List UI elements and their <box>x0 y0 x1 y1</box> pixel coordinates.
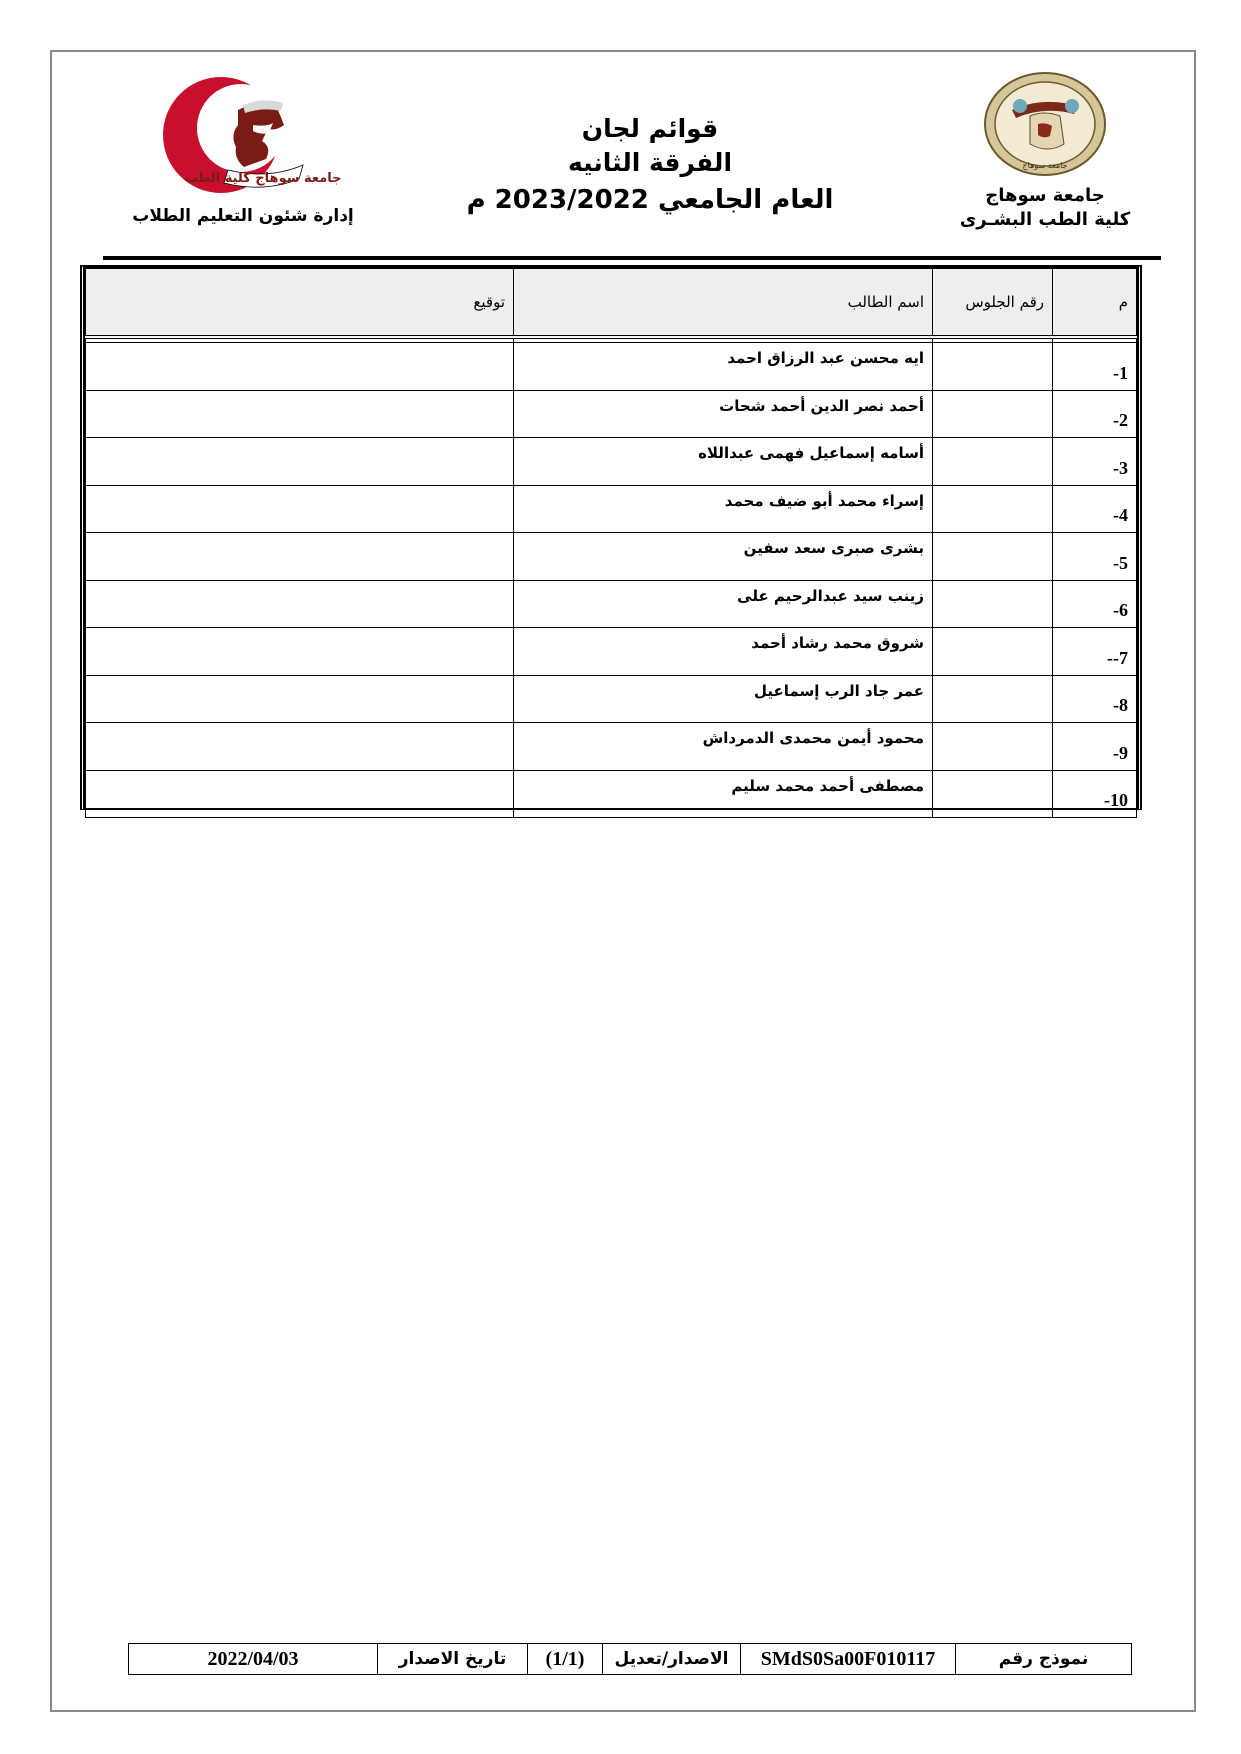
table-row <box>86 533 1137 581</box>
faculty-name: كلية الطب البشـرى <box>959 209 1131 230</box>
row-signature <box>86 770 514 818</box>
row-signature <box>86 723 514 771</box>
row-student-name: زينب سيد عبدالرحيم على <box>514 580 933 628</box>
row-signature <box>86 533 514 581</box>
table-row <box>86 675 1137 723</box>
table-row <box>86 770 1137 818</box>
row-index: 5- <box>1053 533 1137 581</box>
row-seat-number <box>933 628 1053 676</box>
row-index: 3- <box>1053 438 1137 486</box>
issue-date-value: 2022/04/03 <box>207 1647 299 1670</box>
department-name: إدارة شئون التعليم الطلاب <box>132 206 354 226</box>
issue-date-label: تاريخ الاصدار <box>377 1644 527 1674</box>
form-footer <box>128 1643 1132 1675</box>
header-signature: توقيع <box>86 269 514 337</box>
row-signature <box>86 628 514 676</box>
table-header-row <box>86 269 1137 337</box>
table-row <box>86 343 1137 391</box>
header-seat-number: رقم الجلوس <box>933 269 1053 337</box>
sohag-university-seal <box>982 70 1108 178</box>
university-seal-block <box>950 70 1140 250</box>
row-signature <box>86 390 514 438</box>
table-row <box>86 580 1137 628</box>
row-student-name: بشرى صبرى سعد سفين <box>514 533 933 581</box>
row-seat-number <box>933 723 1053 771</box>
row-student-name: إسراء محمد أبو ضيف محمد <box>514 485 933 533</box>
header-divider <box>103 256 1161 260</box>
form-number-label: نموذج رقم <box>955 1644 1131 1674</box>
row-student-name: ايه محسن عبد الرزاق احمد <box>514 343 933 391</box>
row-seat-number <box>933 343 1053 391</box>
row-signature <box>86 675 514 723</box>
row-signature <box>86 580 514 628</box>
row-index: 2- <box>1053 390 1137 438</box>
form-number-value: SMdS0Sa00F010117 <box>740 1644 955 1674</box>
table-row <box>86 628 1137 676</box>
row-student-name: أسامه إسماعيل فهمى عبداللاه <box>514 438 933 486</box>
version-label: الاصدار/تعديل <box>602 1644 740 1674</box>
row-student-name: مصطفى أحمد محمد سليم <box>514 770 933 818</box>
header-student-name: اسم الطالب <box>514 269 933 337</box>
table-row <box>86 390 1137 438</box>
version-value: (1/1) <box>527 1644 602 1674</box>
logo-ribbon-text: جامعة سوهاج كلية الطب <box>184 171 342 186</box>
row-index: 7-- <box>1053 628 1137 676</box>
row-index: 8- <box>1053 675 1137 723</box>
row-signature <box>86 343 514 391</box>
row-index: 1- <box>1053 343 1137 391</box>
students-table-container <box>80 265 1142 810</box>
row-seat-number <box>933 438 1053 486</box>
row-seat-number <box>933 580 1053 628</box>
row-index: 9- <box>1053 723 1137 771</box>
row-student-name: أحمد نصر الدين أحمد شحات <box>514 390 933 438</box>
row-seat-number <box>933 485 1053 533</box>
row-seat-number <box>933 390 1053 438</box>
table-row <box>86 438 1137 486</box>
faculty-of-medicine-logo <box>143 70 342 195</box>
row-seat-number <box>933 533 1053 581</box>
row-student-name: محمود أيمن محمدى الدمرداش <box>514 723 933 771</box>
row-signature <box>86 438 514 486</box>
title-class-year: الفرقة الثانيه <box>567 148 733 177</box>
title-academic-year: العام الجامعي 2023/2022 م <box>466 185 834 215</box>
table-row <box>86 485 1137 533</box>
table-row <box>86 723 1137 771</box>
row-index: 6- <box>1053 580 1137 628</box>
students-table <box>85 268 1137 818</box>
header-index: م <box>1053 269 1137 337</box>
row-student-name: شروق محمد رشاد أحمد <box>514 628 933 676</box>
row-student-name: عمر جاد الرب إسماعيل <box>514 675 933 723</box>
seal-ribbon-text: جامعة سوهاج <box>1022 161 1068 170</box>
row-index: 4- <box>1053 485 1137 533</box>
title-committee-lists: قوائم لجان <box>581 114 719 143</box>
row-seat-number <box>933 675 1053 723</box>
university-name: جامعة سوهاج <box>985 185 1105 206</box>
row-signature <box>86 485 514 533</box>
row-index: 10- <box>1053 770 1137 818</box>
page-title-block <box>440 112 860 220</box>
row-seat-number <box>933 770 1053 818</box>
